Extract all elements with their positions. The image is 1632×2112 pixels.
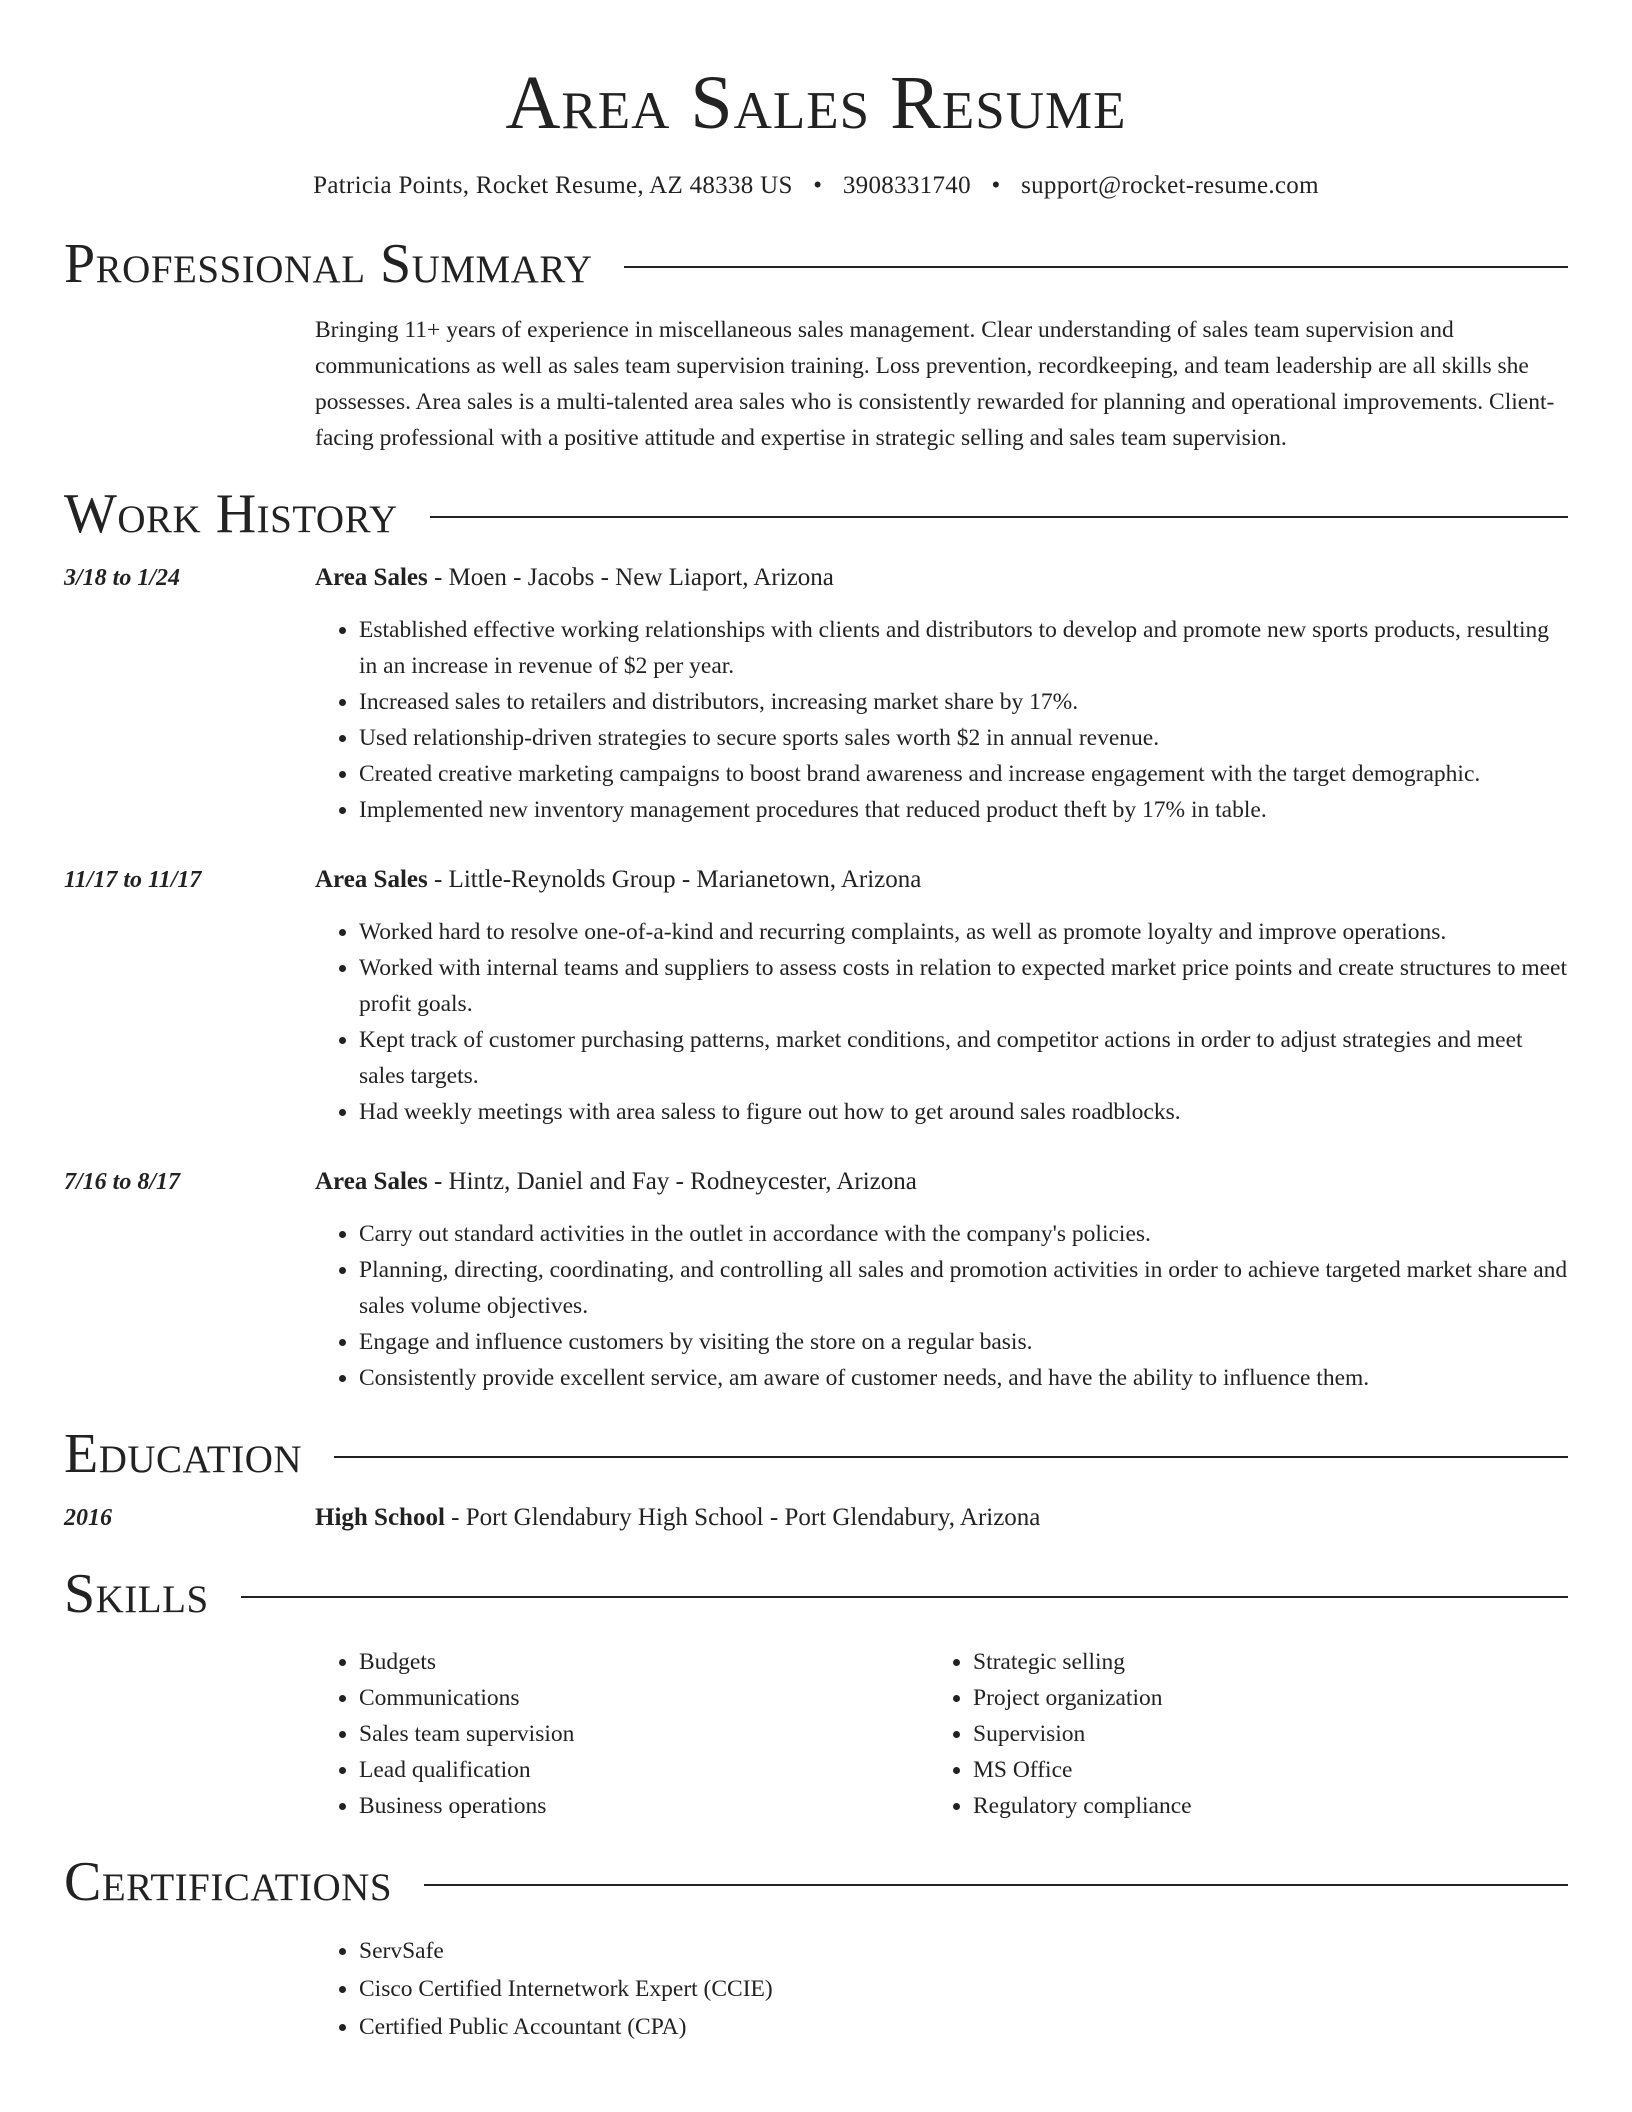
job-details: - Hintz, Daniel and Fay - Rodneycester, Arizona bbox=[427, 1168, 917, 1195]
skill-item: • MS Office bbox=[973, 1752, 1543, 1788]
section-divider bbox=[624, 266, 1568, 268]
education-degree: High School bbox=[315, 1504, 445, 1531]
list-item: • Kept track of customer purchasing patterns, market conditions, and competitor actions in order to adjust strategies and meet sales targets. bbox=[359, 1022, 1568, 1094]
list-item: • Increased sales to retailers and distributors, increasing market share by 17%. bbox=[359, 684, 1568, 720]
skill-item: • Regulatory compliance bbox=[973, 1788, 1543, 1824]
section-header-work-history bbox=[64, 482, 1568, 546]
contact-address: Patricia Points, Rocket Resume, AZ 48338 US bbox=[313, 172, 793, 199]
job-date: 11/17 to 11/17 bbox=[64, 867, 202, 893]
skill-item: • Project organization bbox=[973, 1680, 1543, 1716]
skill-item: • Sales team supervision bbox=[359, 1716, 929, 1752]
contact-phone: 3908331740 bbox=[842, 172, 971, 199]
section-header-education bbox=[64, 1422, 1568, 1486]
section-header-skills bbox=[64, 1562, 1568, 1626]
section-title: Education bbox=[64, 1423, 303, 1485]
list-item: • Worked hard to resolve one-of-a-kind and recurring complaints, as well as promote loyalty and improve operations. bbox=[359, 914, 1568, 950]
job-date: 3/18 to 1/24 bbox=[64, 565, 181, 591]
education-details: - Port Glendabury High School - Port Glendabury, Arizona bbox=[444, 1504, 1041, 1531]
certification-item: • Certified Public Accountant (CPA) bbox=[359, 2008, 1568, 2046]
skills-columns bbox=[315, 1644, 1568, 1824]
section-divider bbox=[241, 1596, 1568, 1598]
section-title: Professional Summary bbox=[64, 233, 593, 295]
skills-list-left bbox=[315, 1644, 929, 1824]
job-heading bbox=[315, 862, 1568, 898]
job-date: 7/16 to 8/17 bbox=[64, 1169, 181, 1195]
skills-list-right bbox=[929, 1644, 1543, 1824]
section-header-certifications bbox=[64, 1850, 1568, 1914]
contact-separator: • bbox=[813, 172, 823, 199]
certifications-items bbox=[315, 1932, 1568, 2046]
certification-item: • Cisco Certified Internetwork Expert (CCIE) bbox=[359, 1970, 1568, 2008]
contact-line bbox=[64, 170, 1568, 202]
education-heading bbox=[315, 1500, 1568, 1536]
section-divider bbox=[430, 516, 1568, 518]
section-divider bbox=[424, 1884, 1568, 1886]
job-role: Area Sales bbox=[315, 564, 428, 591]
job-details: - Moen - Jacobs - New Liaport, Arizona bbox=[427, 564, 834, 591]
skill-item: • Strategic selling bbox=[973, 1644, 1543, 1680]
certification-item: • ServSafe bbox=[359, 1932, 1568, 1970]
list-item: • Implemented new inventory management procedures that reduced product theft by 17% in table. bbox=[359, 792, 1568, 828]
education-entry bbox=[64, 1500, 1568, 1536]
job-heading bbox=[315, 1164, 1568, 1200]
job-bullets bbox=[315, 612, 1568, 828]
list-item: • Established effective working relationships with clients and distributors to develop and promote new sports products, resulting in an increase in revenue of $2 per year. bbox=[359, 612, 1568, 684]
job-entry bbox=[64, 1164, 1568, 1396]
job-heading bbox=[315, 560, 1568, 596]
skill-item: • Communications bbox=[359, 1680, 929, 1716]
summary-text: Bringing 11+ years of experience in miscellaneous sales management. Clear understanding of sales team supervision and communications as well as sales team supervision training. Loss prevention, recordkeeping, and team leadership are all skills she possesses. Area sales is a multi-talented area sales who is consistently rewarded for planning and operational improvements. Client-facing professional with a positive attitude and expertise in strategic selling and sales team supervision. bbox=[315, 317, 1555, 451]
list-item: • Worked with internal teams and suppliers to assess costs in relation to expected market price points and create structures to meet profit goals. bbox=[359, 950, 1568, 1022]
skill-item: • Supervision bbox=[973, 1716, 1543, 1752]
job-role: Area Sales bbox=[315, 1168, 428, 1195]
job-entry bbox=[64, 560, 1568, 828]
list-item: • Planning, directing, coordinating, and controlling all sales and promotion activities in order to achieve targeted market share and sales volume objectives. bbox=[359, 1252, 1568, 1324]
section-title: Skills bbox=[64, 1563, 209, 1625]
list-item: • Consistently provide excellent service, am aware of customer needs, and have the ability to influence them. bbox=[359, 1360, 1568, 1396]
skill-item: • Business operations bbox=[359, 1788, 929, 1824]
job-entry bbox=[64, 862, 1568, 1130]
job-role: Area Sales bbox=[315, 866, 428, 893]
resume-title: Area Sales Resume bbox=[505, 61, 1127, 145]
education-date: 2016 bbox=[64, 1505, 112, 1531]
section-divider bbox=[334, 1456, 1568, 1458]
list-item: • Created creative marketing campaigns to boost brand awareness and increase engagement with the target demographic. bbox=[359, 756, 1568, 792]
section-title: Certifications bbox=[64, 1851, 393, 1913]
section-header-summary bbox=[64, 232, 1568, 296]
job-bullets bbox=[315, 1216, 1568, 1396]
job-bullets bbox=[315, 914, 1568, 1130]
certifications-list bbox=[315, 1932, 1568, 2046]
contact-separator: • bbox=[991, 172, 1001, 199]
skill-item: • Budgets bbox=[359, 1644, 929, 1680]
list-item: • Carry out standard activities in the outlet in accordance with the company's policies. bbox=[359, 1216, 1568, 1252]
resume-page bbox=[64, 0, 1568, 2046]
contact-email: support@rocket-resume.com bbox=[1021, 172, 1319, 199]
job-details: - Little-Reynolds Group - Marianetown, Arizona bbox=[427, 866, 922, 893]
list-item: • Engage and influence customers by visiting the store on a regular basis. bbox=[359, 1324, 1568, 1360]
section-title: Work History bbox=[64, 483, 398, 545]
list-item: • Used relationship-driven strategies to secure sports sales worth $2 in annual revenue. bbox=[359, 720, 1568, 756]
skill-item: • Lead qualification bbox=[359, 1752, 929, 1788]
list-item: • Had weekly meetings with area saless to figure out how to get around sales roadblocks. bbox=[359, 1094, 1568, 1130]
